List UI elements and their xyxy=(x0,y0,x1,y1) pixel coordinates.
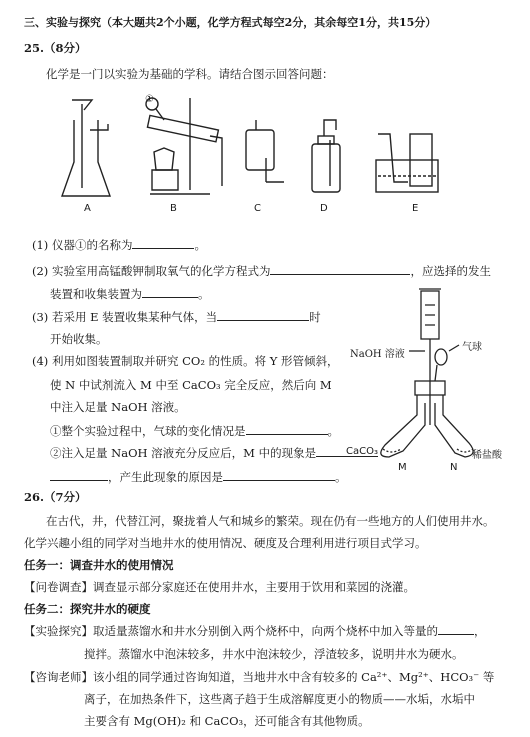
q25-part4-line2: 使 N 中试剂流入 M 中至 CaCO₃ 完全反应，然后向 M xyxy=(50,378,332,392)
q25-part4-line1: (4) 利用如图装置制取并研究 CO₂ 的性质。将 Y 形管倾斜， xyxy=(32,354,339,368)
apparatus-d-jar xyxy=(312,120,340,192)
label-a: A xyxy=(84,203,91,214)
q26-intro1: 在古代，井，代替江河，聚拢着人气和城乡的繁荣。现在仍有一些地方的人们使用井水。 xyxy=(46,514,495,528)
question-25-intro: 化学是一门以实验为基础的学科。请结合图示回答问题： xyxy=(46,67,334,81)
label-c: C xyxy=(254,203,261,214)
q26-consult-line3: 主要含有 Mg(OH)₂ 和 CaCO₃，还可能含有其他物质。 xyxy=(84,714,370,728)
apparatus-a-flask xyxy=(62,100,110,196)
question-25-number: 25.（8分） xyxy=(24,41,87,55)
q25-part3: (3) 若采用 E 装置收集某种气体，当 时 xyxy=(32,310,321,324)
q26-exp-line1: 【实验探究】取适量蒸馏水和井水分别倒入两个烧杯中，向两个烧杯中加入等量的 ， xyxy=(24,624,486,638)
apparatus-e-trough xyxy=(376,134,438,192)
q25-part4-sub1: ①整个实验过程中，气球的变化情况是 。 xyxy=(50,424,339,438)
apparatus-c-bottle xyxy=(246,120,284,182)
q25-part4-line3: 中注入足量 NaOH 溶液。 xyxy=(50,400,186,414)
y-tube-figure xyxy=(345,285,505,470)
q25-part4-sub2: ②注入足量 NaOH 溶液充分反应后，M 中的现象是 xyxy=(50,446,378,460)
q26-consult-line2: 离子，在加热条件下，这些离子趋于生成溶解度更小的物质——水垢，水垢中 xyxy=(84,692,475,706)
apparatus-figure xyxy=(60,90,470,220)
q25-part1: (1) 仪器①的名称为 。 xyxy=(32,238,206,252)
label-n: N xyxy=(450,462,458,473)
q25-part2: (2) 实验室用高锰酸钾制取氧气的化学方程式为 ，应选择的发生 xyxy=(32,264,491,278)
q26-task2: 任务二：探究井水的硬度 xyxy=(24,602,151,616)
q25-part4-sub2-cont: ，产生此现象的原因是 。 xyxy=(50,470,347,484)
section-heading: 三、实验与探究（本大题共2个小题，化学方程式每空2分，其余每空1分，共15分） xyxy=(24,16,437,29)
q26-task1: 任务一：调查井水的使用情况 xyxy=(24,558,174,572)
q26-survey: 【问卷调查】调查显示部分家庭还在使用井水，主要用于饮用和菜园的浇灌。 xyxy=(24,580,415,594)
label-e: E xyxy=(412,203,419,214)
label-acid: 稀盐酸 xyxy=(472,450,502,461)
apparatus-b-stand xyxy=(146,98,222,194)
label-b: B xyxy=(170,203,177,214)
label-circled-one: ① xyxy=(145,94,154,105)
q25-part2-cont: 装置和收集装置为 。 xyxy=(50,287,210,301)
label-d: D xyxy=(320,203,328,214)
label-naoh: NaOH 溶液 xyxy=(350,349,405,360)
q25-part3-cont: 开始收集。 xyxy=(50,332,108,346)
label-balloon: 气球 xyxy=(462,342,482,353)
label-caco3: CaCO₃ xyxy=(346,446,378,457)
q26-consult-line1: 【咨询老师】该小组的同学通过咨询知道，当地井水中含有较多的 Ca²⁺、Mg²⁺、HCO₃⁻ 等 xyxy=(24,670,495,684)
label-m: M xyxy=(398,462,407,473)
q26-intro2: 化学兴趣小组的同学对当地井水的使用情况、硬度及合理利用进行项目式学习。 xyxy=(24,536,427,550)
question-26-number: 26.（7分） xyxy=(24,490,87,504)
q26-exp-line2: 搅拌。蒸馏水中泡沫较多，井水中泡沫较少，浮渣较多，说明井水为硬水。 xyxy=(84,647,464,661)
